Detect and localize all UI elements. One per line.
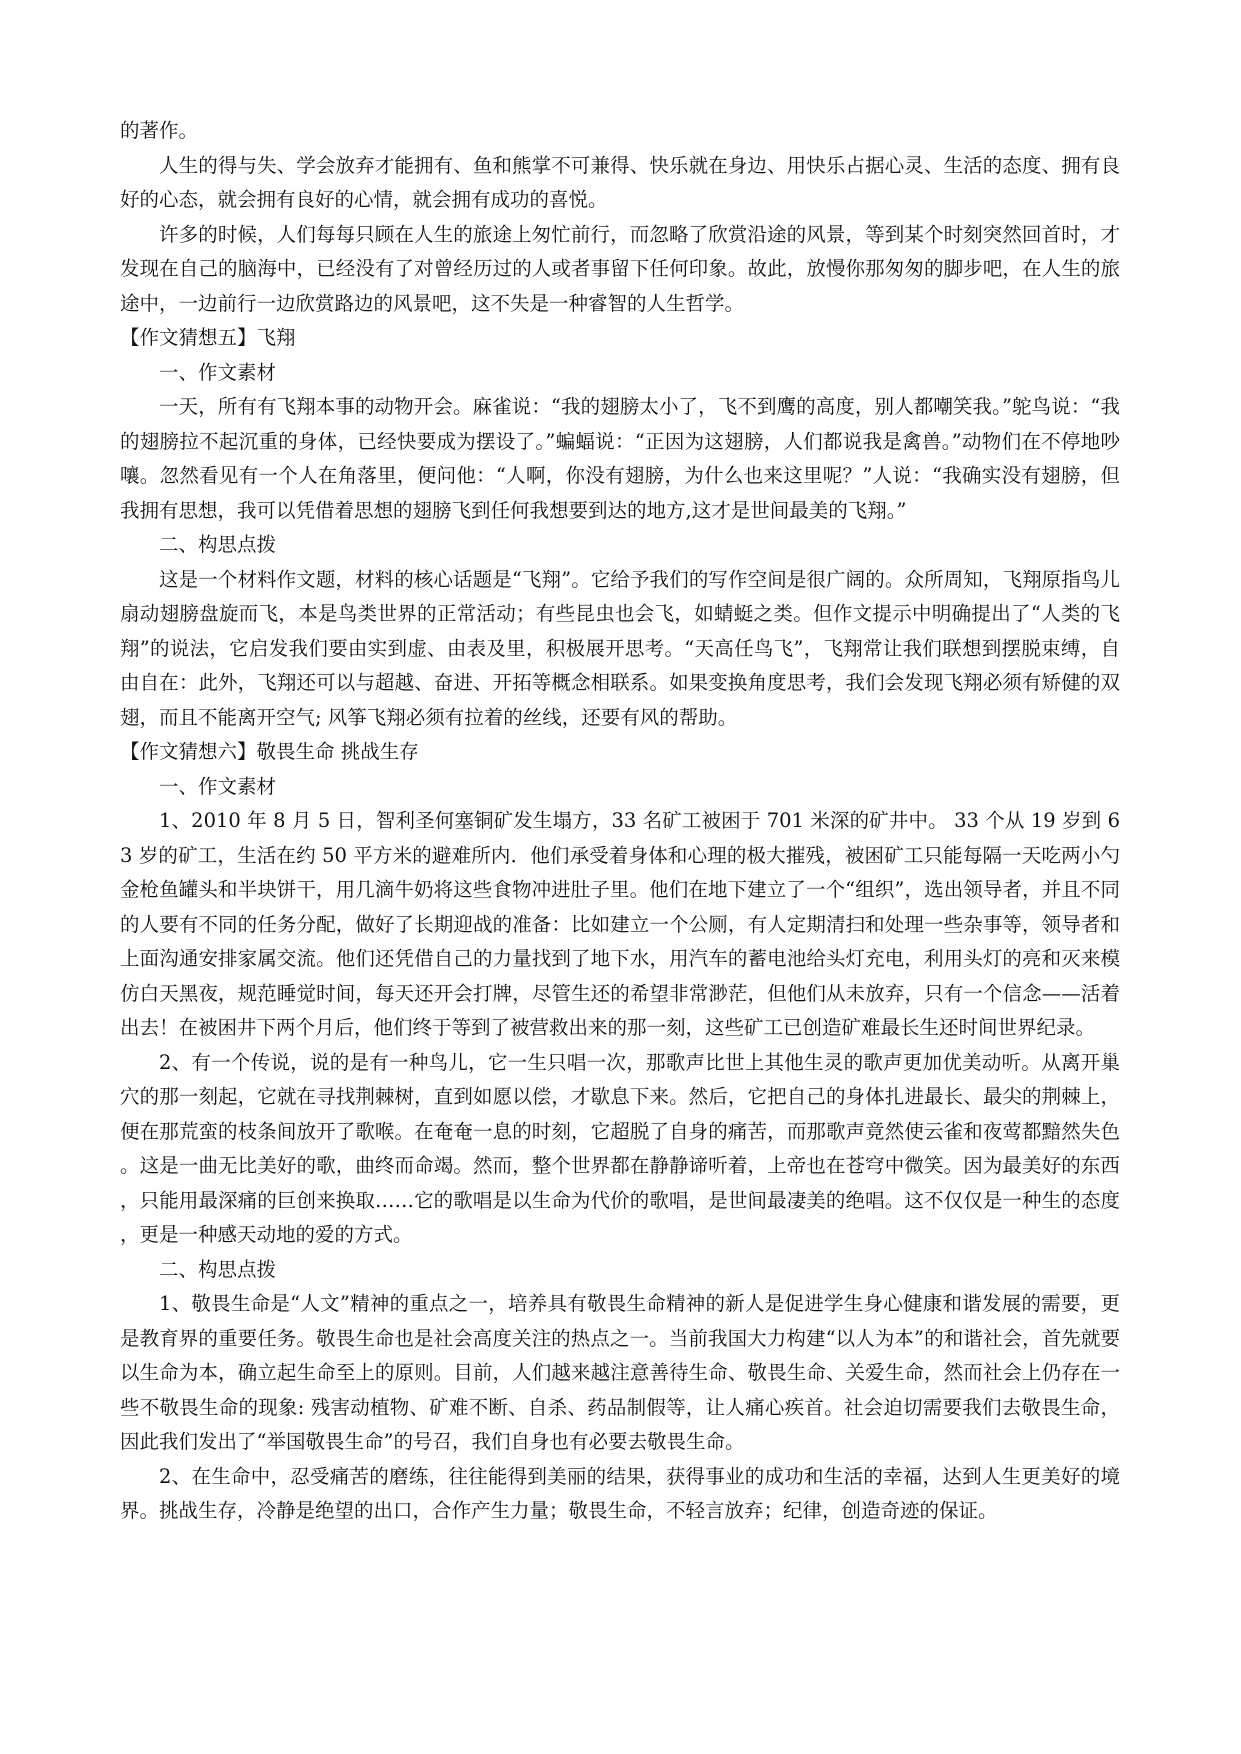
subsection-heading: 二、构思点拨	[159, 533, 277, 556]
paragraph: 1、2010 年 8 月 5 日，智利圣何塞铜矿发生塌方，33 名矿工被困于 701 米深的矿井中。 33 个从 19 岁到 63 岁的矿工，生活在约 50 平方米的避难所内．他们承受着身体和心理的极大摧残，被困矿工只能每隔一天吃两小勺金枪鱼罐头和半块饼干，用几滴牛奶将这些食物冲进肚子里。他们在地下建立了一个“组织”，选出领导者，并且不同的人要有不同的任务分配，做好了长期迎战的准备：比如建立一个公厕，有人定期清扫和处理一些杂事等，领导者和上面沟通安排家属交流。他们还凭借自己的力量找到了地下水，用汽车的蓄电池给头灯充电，利用头灯的亮和灭来模仿白天黑夜，规范睡觉时间，每天还开会打牌，尽管生还的希望非常渺茫，但他们从未放弃，只有一个信念——活着出去！在被困井下两个月后，他们终于等到了被营救出来的那一刻，这些矿工已创造矿难最长生还时间世界纪录。	[120, 809, 1120, 1039]
paragraph: 2、在生命中，忍受痛苦的磨练，往往能得到美丽的结果，获得事业的成功和生活的幸福，达到人生更美好的境界。挑战生存，冷静是绝望的出口，合作产生力量；敬畏生命，不轻言放弃；纪律，创造奇迹的保证。	[120, 1464, 1120, 1522]
paragraph: 1、敬畏生命是“人文”精神的重点之一，培养具有敬畏生命精神的新人是促进学生身心健康和谐发展的需要，更是教育界的重要任务。敬畏生命也是社会高度关注的热点之一。当前我国大力构建“以人为本”的和谐社会，首先就要以生命为本，确立起生命至上的原则。目前，人们越来越注意善待生命、敬畏生命、关爱生命，然而社会上仍存在一些不敬畏生命的现象: 残害动植物、矿难不断、自杀、药品制假等，让人痛心疾首。社会迫切需要我们去敬畏生命，因此我们发出了“举国敬畏生命”的号召，我们自身也有必要去敬畏生命。	[120, 1292, 1120, 1453]
subsection-heading: 一、作文素材	[159, 774, 277, 798]
paragraph: 一天，所有有飞翔本事的动物开会。麻雀说：“我的翅膀太小了，飞不到鹰的高度，别人都嘲笑我。”鸵鸟说：“我的翅膀拉不起沉重的身体，已经快要成为摆设了。”蝙蝠说：“正因为这翅膀，人们都说我是禽兽。”动物们在不停地吵嚷。忽然看见有一个人在角落里，便问他：“人啊，你没有翅膀，为什么也来这里呢？”人说：“我确实没有翅膀，但我拥有思想，我可以凭借着思想的翅膀飞到任何我想要到达的地方,这才是世间最美的飞翔。”	[120, 395, 1120, 522]
subsection-heading: 一、作文素材	[159, 360, 277, 384]
paragraph-continuation: 的著作。	[120, 119, 199, 142]
paragraph: 2、有一个传说，说的是有一种鸟儿，它一生只唱一次，那歌声比世上其他生灵的歌声更加优美动听。从离开巢穴的那一刻起，它就在寻找荆棘树，直到如愿以偿，才歇息下来。然后，它把自己的身体扎进最长、最尖的荆棘上，便在那荒蛮的枝条间放开了歌喉。在奄奄一息的时刻，它超脱了自身的痛苦，而那歌声竟然使云雀和夜莺都黯然失色。这是一曲无比美好的歌，曲终而命竭。然而，整个世界都在静静谛听着，上帝也在苍穹中微笑。因为最美好的东西，只能用最深痛的巨创来换取……它的歌唱是以生命为代价的歌唱，是世间最凄美的绝唱。这不仅仅是一种生的态度，更是一种感天动地的爱的方式。	[120, 1050, 1120, 1246]
paragraph: 许多的时候，人们每每只顾在人生的旅途上匆忙前行，而忽略了欣赏沿途的风景，等到某个时刻突然回首时，才发现在自己的脑海中，已经没有了对曾经历过的人或者事留下任何印象。故此，放慢你那匆匆的脚步吧，在人生的旅途中，一边前行一边欣赏路边的风景吧，这不失是一种睿智的人生哲学。	[120, 222, 1120, 315]
subsection-heading: 二、构思点拨	[159, 1257, 277, 1281]
paragraph: 人生的得与失、学会放弃才能拥有、鱼和熊掌不可兼得、快乐就在身边、用快乐占据心灵、生活的态度、拥有良好的心态，就会拥有良好的心情，就会拥有成功的喜悦。	[120, 153, 1120, 211]
paragraph: 这是一个材料作文题，材料的核心话题是“飞翔”。它给予我们的写作空间是很广阔的。众所周知，飞翔原指鸟儿扇动翅膀盘旋而飞，本是鸟类世界的正常活动；有些昆虫也会飞，如蜻蜓之类。但作文提示中明确提出了“人类的飞翔”的说法，它启发我们要由实到虚、由表及里，积极展开思考。“天高任鸟飞”，飞翔常让我们联想到摆脱束缚，自由自在：此外，飞翔还可以与超越、奋进、开拓等概念相联系。如果变换角度思考，我们会发现飞翔必须有矫健的双翅，而且不能离开空气; 风筝飞翔必须有拉着的丝线，还要有风的帮助。	[120, 567, 1120, 729]
section-heading: 【作文猜想五】飞翔	[120, 326, 296, 349]
section-heading: 【作文猜想六】敬畏生命 挑战生存	[120, 740, 419, 763]
document-body	[120, 114, 1120, 1529]
